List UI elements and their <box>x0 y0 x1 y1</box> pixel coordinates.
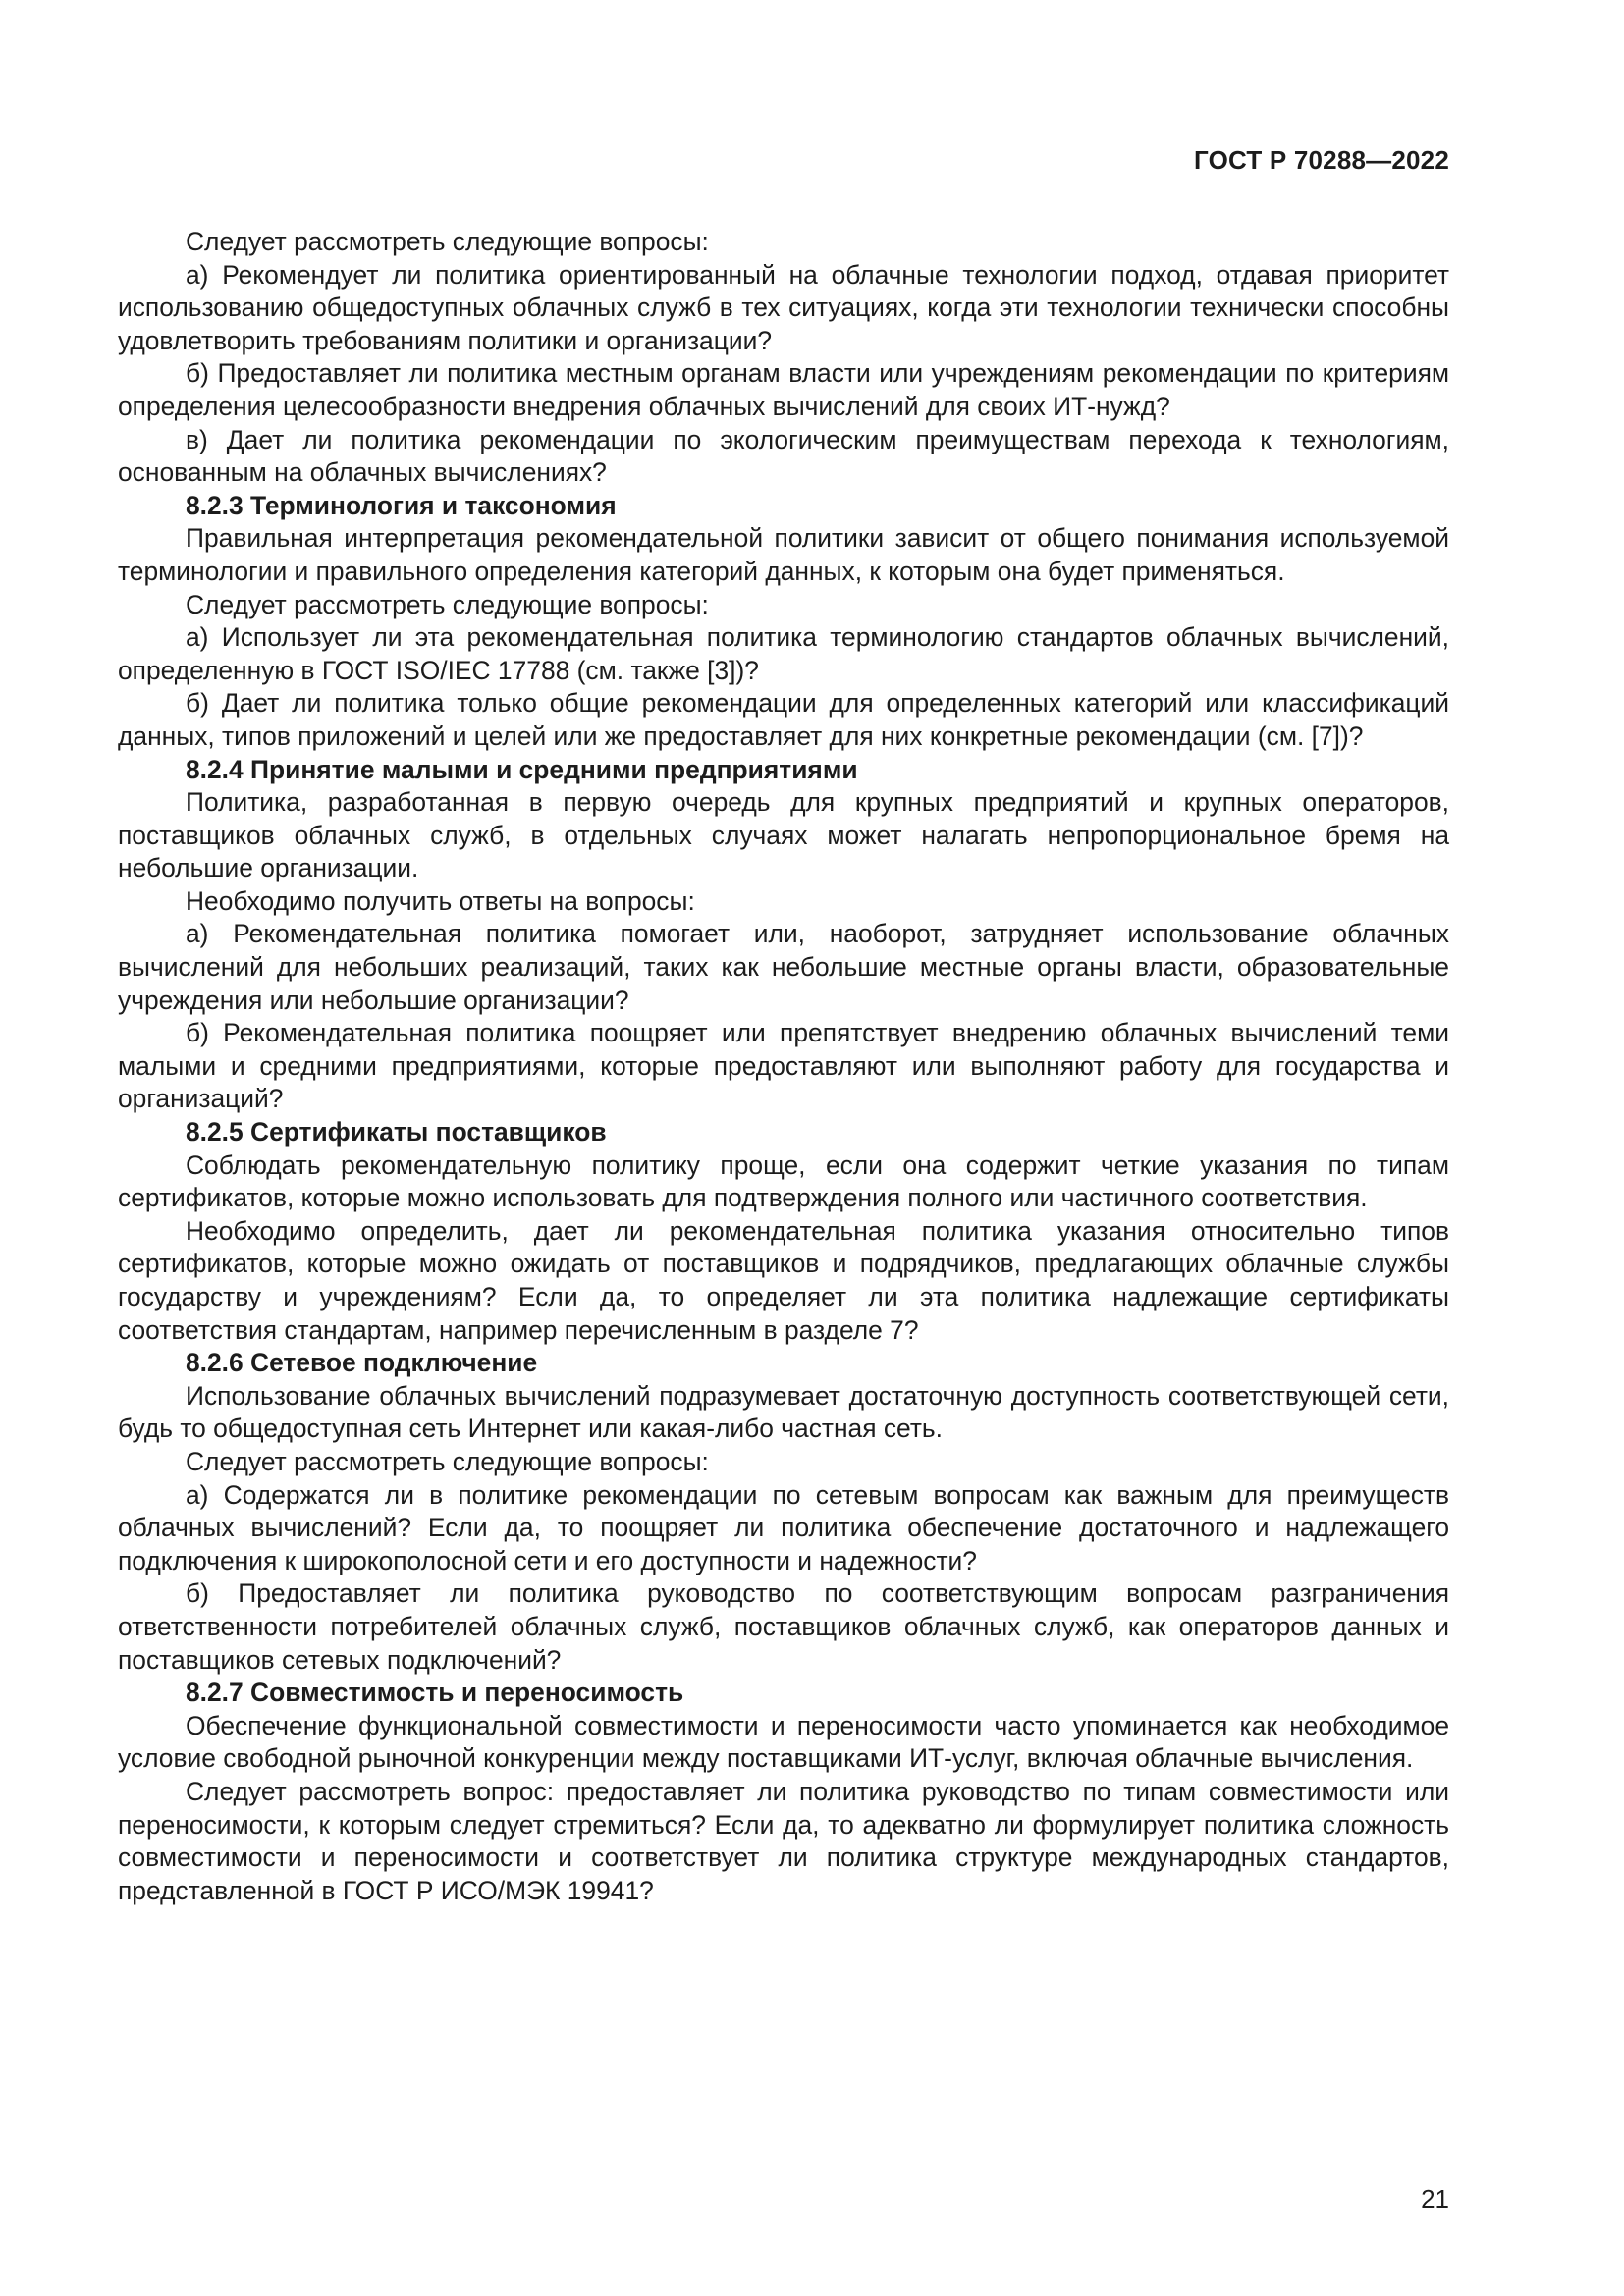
section-heading-8-2-5: 8.2.5 Сертификаты поставщиков <box>186 1117 607 1148</box>
paragraph: Правильная интерпретация рекомендательной политики зависит от общего понимания используемой терминологии и правильного определения категорий данных, к которым она будет применяться. <box>118 523 1449 586</box>
page-number: 21 <box>1421 2184 1449 2214</box>
paragraph: Соблюдать рекомендательную политику проще, если она содержит четкие указания по типам сертификатов, которые можно использовать для подтверждения полного или частичного соответствия. <box>118 1149 1449 1213</box>
paragraph: Использование облачных вычислений подразумевает достаточную доступность соответствующей сети, будь то общедоступная сеть Интернет или какая-либо частная сеть. <box>118 1380 1449 1444</box>
list-item: б) Дает ли политика только общие рекомендации для определенных категорий или классификаций данных, типов приложений и целей или же предоставляет для них конкретные рекомендации (см. [7])? <box>118 688 1449 751</box>
list-item: в) Дает ли политика рекомендации по экологическим преимуществам перехода к технологиям, основанным на облачных вычислениях? <box>118 424 1449 488</box>
paragraph: Следует рассмотреть следующие вопросы: <box>186 227 709 256</box>
section-heading-8-2-7: 8.2.7 Совместимость и переносимость <box>186 1678 684 1708</box>
section-heading-8-2-6: 8.2.6 Сетевое подключение <box>186 1348 538 1378</box>
section-heading-8-2-4: 8.2.4 Принятие малыми и средними предприятиями <box>186 754 858 784</box>
document-code-header: ГОСТ Р 70288—2022 <box>1194 145 1449 175</box>
section-heading-8-2-3: 8.2.3 Терминология и таксономия <box>186 490 617 520</box>
list-item: а) Рекомендует ли политика ориентированный на облачные технологии подход, отдавая приоритет использованию общедоступных облачных служб в тех ситуациях, когда эти технологии технически способны удовлетворить требованиям политики и организации? <box>118 259 1449 355</box>
paragraph: Необходимо получить ответы на вопросы: <box>186 885 695 916</box>
list-item: а) Содержатся ли в политике рекомендации по сетевым вопросам как важным для преимуществ облачных вычислений? Если да, то поощряет ли политика обеспечение достаточного и надлежащего подключения к широкополосной сети и его доступности и надежности? <box>118 1479 1449 1575</box>
list-item: б) Предоставляет ли политика местным органам власти или учреждениям рекомендации по критериям определения целесообразности внедрения облачных вычислений для своих ИТ-нужд? <box>118 358 1449 421</box>
paragraph: Необходимо определить, дает ли рекомендательная политика указания относительно типов сертификатов, которые можно ожидать от поставщиков и подрядчиков, предлагающих облачные службы государству и учреждениям? Если да, то определяет ли эта политика надлежащие сертификаты соответствия стандартам, например перечисленным в разделе 7? <box>118 1215 1449 1345</box>
paragraph: Политика, разработанная в первую очередь для крупных предприятий и крупных операторов, поставщиков облачных служб, в отдельных случаях может налагать непропорциональное бремя на небольшие организации. <box>118 787 1449 883</box>
paragraph: Следует рассмотреть следующие вопросы: <box>186 589 709 619</box>
paragraph: Следует рассмотреть вопрос: предоставляет ли политика руководство по типам совместимости или переносимости, к которым следует стремиться? Если да, то адекватно ли формулирует политика сложность совместимости и переносимости и соответствует ли политика структуре международных стандартов, представленной в ГОСТ Р ИСО/МЭК 19941? <box>118 1776 1449 1905</box>
list-item: а) Рекомендательная политика помогает или, наоборот, затрудняет использование облачных вычислений для небольших реализаций, таких как небольшие местные органы власти, образовательные учреждения или небольшие организации? <box>118 919 1449 1015</box>
list-item: а) Использует ли эта рекомендательная политика терминологию стандартов облачных вычислений, определенную в ГОСТ ISO/IEC 17788 (см. также [3])? <box>118 622 1449 685</box>
list-item: б) Рекомендательная политика поощряет или препятствует внедрению облачных вычислений теми малыми и средними предприятиями, которые предоставляют или выполняют работу для государства и организаций? <box>118 1018 1449 1114</box>
paragraph: Обеспечение функциональной совместимости и переносимости часто упоминается как необходимое условие свободной рыночной конкуренции между поставщиками ИТ-услуг, включая облачные вычисления. <box>118 1710 1449 1774</box>
list-item: б) Предоставляет ли политика руководство по соответствующим вопросам разграничения ответственности потребителей облачных служб, поставщиков облачных служб, как операторов данных и поставщиков сетевых подключений? <box>118 1578 1449 1675</box>
document-body <box>118 226 1449 1907</box>
paragraph: Следует рассмотреть следующие вопросы: <box>186 1446 709 1476</box>
